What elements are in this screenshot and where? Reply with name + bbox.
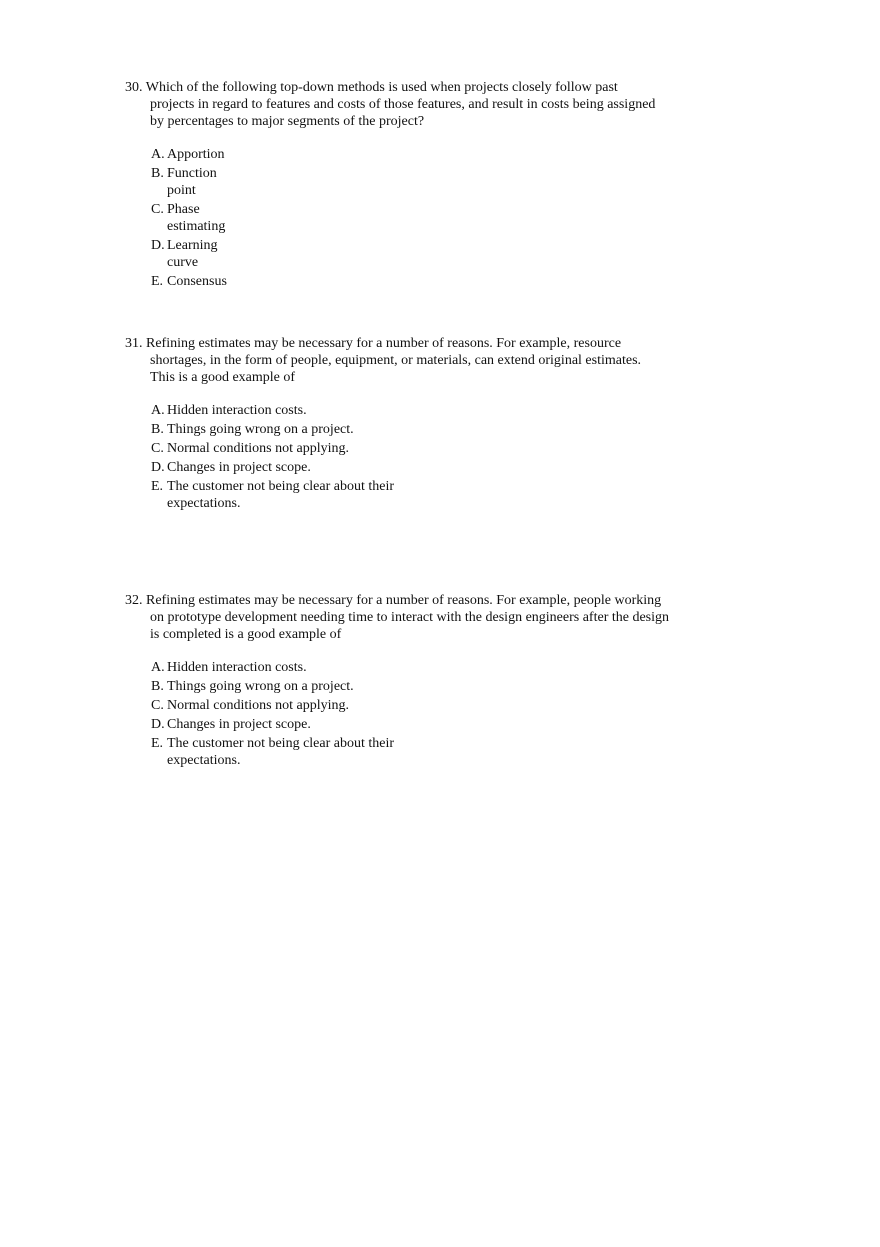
answer-options [151, 659, 670, 769]
option-text: The customer not being clear about their expectations. [167, 479, 395, 511]
option-text: Things going wrong on a project. [167, 422, 354, 437]
question-stem [125, 79, 660, 130]
option-letter: A. [151, 403, 165, 418]
option-letter: C. [151, 441, 164, 456]
option-letter: D. [151, 460, 165, 475]
option-letter: A. [151, 147, 165, 162]
answer-options [151, 402, 660, 512]
question-31 [125, 335, 660, 514]
question-text: Which of the following top-down methods is used when projects closely follow past projects in regard to features and costs of those features, and result in costs being assigned by percentages to major segments of the project? [145, 80, 656, 129]
option-text: Learning curve [167, 238, 218, 270]
option-text: Normal conditions not applying. [167, 698, 349, 713]
option-letter: E. [151, 736, 164, 751]
question-number: 31. [125, 336, 143, 351]
option-text: Changes in project scope. [167, 717, 311, 732]
question-32 [125, 592, 670, 771]
option-text: Hidden interaction costs. [167, 660, 307, 675]
option-b [151, 165, 243, 199]
option-letter: E. [151, 479, 164, 494]
option-c [151, 201, 243, 235]
option-c [151, 697, 412, 714]
option-b [151, 421, 412, 438]
question-stem [125, 335, 660, 386]
option-c [151, 440, 412, 457]
option-text: The customer not being clear about their expectations. [167, 736, 395, 768]
option-letter: C. [151, 698, 164, 713]
question-stem [125, 592, 670, 643]
option-a [151, 402, 412, 419]
option-letter: B. [151, 422, 164, 437]
option-a [151, 659, 412, 676]
option-d [151, 716, 412, 733]
option-text: Consensus [167, 274, 227, 289]
question-number: 32. [125, 593, 143, 608]
option-letter: D. [151, 238, 165, 253]
option-a [151, 146, 243, 163]
option-text: Hidden interaction costs. [167, 403, 307, 418]
question-text: Refining estimates may be necessary for a number of reasons. For example, people working on prototype development needing time to interact with the design engineers after the design is completed is a good example of [146, 593, 670, 642]
option-e [151, 735, 412, 769]
option-text: Phase estimating [167, 202, 226, 234]
question-number: 30. [125, 80, 143, 95]
option-letter: D. [151, 717, 165, 732]
question-30 [125, 79, 660, 292]
option-letter: B. [151, 166, 164, 181]
option-text: Function point [167, 166, 217, 198]
option-text: Apportion [167, 147, 225, 162]
question-text: Refining estimates may be necessary for a number of reasons. For example, resource shortages, in the form of people, equipment, or materials, can extend original estimates. This is a good example of [146, 336, 642, 385]
option-text: Normal conditions not applying. [167, 441, 349, 456]
option-d [151, 237, 243, 271]
answer-options [151, 146, 660, 290]
option-e [151, 273, 243, 290]
option-b [151, 678, 412, 695]
option-letter: B. [151, 679, 164, 694]
option-text: Changes in project scope. [167, 460, 311, 475]
option-letter: E. [151, 274, 164, 289]
option-text: Things going wrong on a project. [167, 679, 354, 694]
option-e [151, 478, 412, 512]
option-letter: A. [151, 660, 165, 675]
option-letter: C. [151, 202, 164, 217]
option-d [151, 459, 412, 476]
